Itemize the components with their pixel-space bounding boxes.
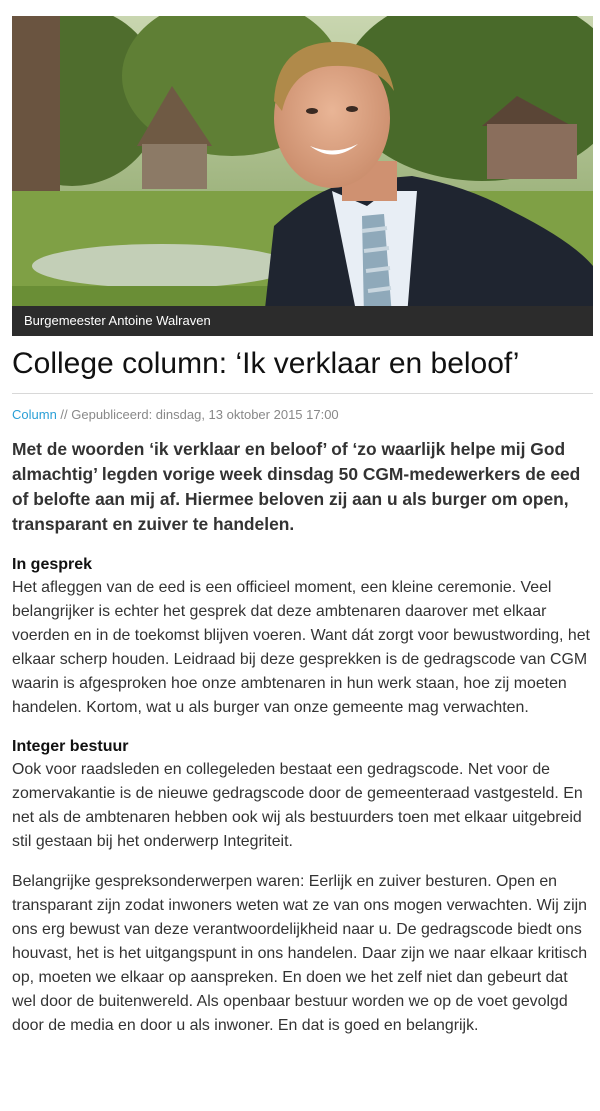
article-title: College column: ‘Ik verklaar en beloof’ [12,347,520,380]
section-heading-in-gesprek: In gesprek [12,556,93,573]
portrait-photo [12,16,593,336]
section-text-integer-bestuur: Ook voor raadsleden en collegeleden bestaat een gedragscode. Net voor de zomervakantie is de nieuwe gedragscode door de gemeenteraad vastgesteld. En net als de ambtenaren hebben ook wij als bestuurders toen met elkaar uitgebreid stil gestaan bij het onderwerp Integriteit. [12,761,583,850]
hero-photo [12,16,593,336]
article-lead: Met de woorden ‘ik verklaar en beloof’ of ‘zo waarlijk helpe mij God almachtig’ legden vorige week dinsdag 50 CGM-medewerkers de eed of belofte aan mij af. Hiermee beloven zij aan u als burger om open, transparant en zuiver te handelen. [12,439,581,534]
section-text-in-gesprek: Het afleggen van de eed is een officieel moment, een kleine ceremonie. Veel belangrijker is echter het gesprek dat deze ambtenaren daarover met elkaar voerden en in de toekomst blijven voeren. Want dát zorgt voor bewustwording, het elkaar scherp houden. Leidraad bij deze gesprekken is de gedragscode van CGM waarin is afgesproken hoe onze ambtenaren in hun werk staan, hoe zij moeten handelen. Kortom, wat u als burger van onze gemeente mag verwachten. [12,579,590,716]
title-divider [12,393,593,394]
article-meta [12,407,339,422]
published-date: dinsdag, 13 oktober 2015 17:00 [155,407,339,422]
photo-caption: Burgemeester Antoine Walraven [12,306,593,336]
closing-paragraph: Belangrijke gespreksonderwerpen waren: Eerlijk en zuiver besturen. Open en transparant zijn zodat inwoners weten wat ze van ons mogen verwachten. Wij zijn ons erg bewust van deze verantwoordelijkheid naar u. De gedragscode biedt ons houvast, het is het uitgangspunt in ons handelen. Daar zijn we naar elkaar kritisch op, moeten we elkaar op aanspreken. En doen we het zelf niet dan gebeurt dat wel door de buitenwereld. Als openbaar bestuur worden we op de voet gevolgd door de media en door u als inwoner. En dat is goed en belangrijk. [12,873,588,1034]
section-heading-integer-bestuur: Integer bestuur [12,738,129,755]
article-body [12,437,594,1054]
category-link[interactable]: Column [12,407,57,422]
published-prefix: // Gepubliceerd: [56,407,156,422]
